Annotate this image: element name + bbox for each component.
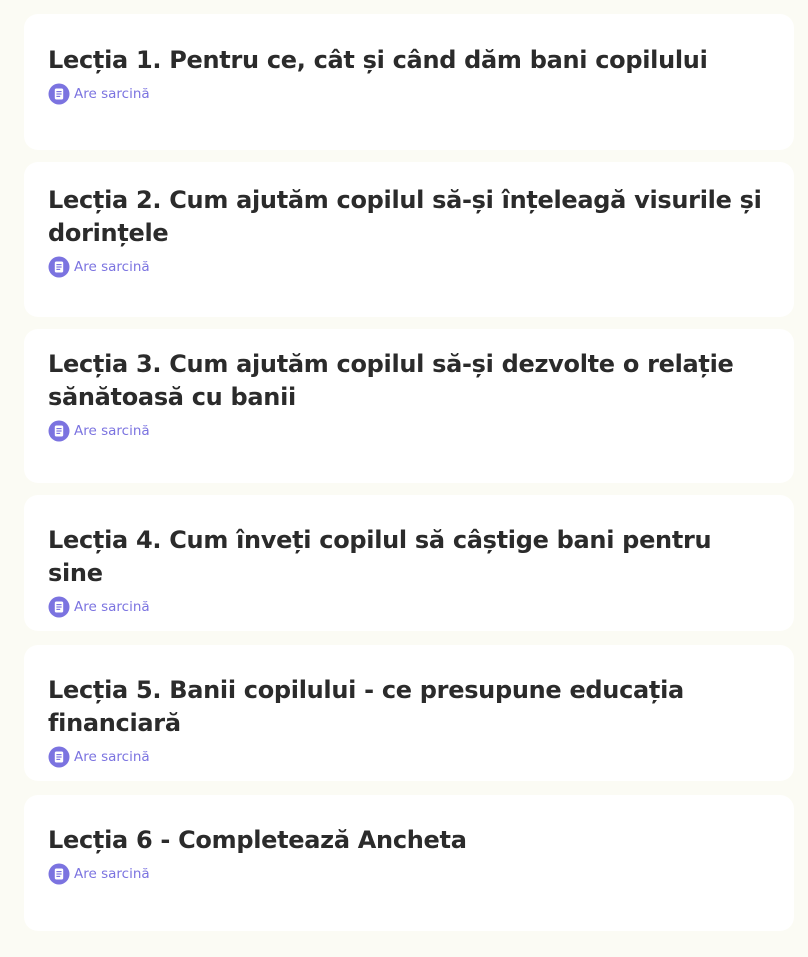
lesson-title[interactable]: Lecția 6 - Completează Ancheta [48, 826, 467, 854]
lesson-card-5[interactable] [24, 645, 794, 781]
lesson-card-6[interactable] [24, 795, 794, 931]
lesson-title[interactable]: Lecția 4. Cum înveți copilul să câștige bani pentru sine [48, 526, 712, 587]
lesson-card-3[interactable] [24, 329, 794, 483]
task-label: Are sarcină [74, 423, 150, 439]
lesson-title[interactable]: Lecția 1. Pentru ce, cât și când dăm bani copilului [48, 46, 708, 74]
task-label: Are sarcină [74, 749, 150, 765]
lesson-card-2[interactable] [24, 162, 794, 317]
lesson-title[interactable]: Lecția 5. Banii copilului - ce presupune educația financiară [48, 676, 684, 737]
task-indicator [48, 420, 770, 442]
document-icon [48, 746, 70, 768]
document-icon [48, 256, 70, 278]
task-indicator [48, 596, 770, 618]
task-label: Are sarcină [74, 259, 150, 275]
lesson-card-4[interactable] [24, 495, 794, 631]
task-indicator [48, 863, 770, 885]
task-indicator [48, 746, 770, 768]
document-icon [48, 420, 70, 442]
task-indicator [48, 83, 770, 105]
lesson-title[interactable]: Lecția 2. Cum ajutăm copilul să-și înțeleagă visurile și dorințele [48, 186, 762, 247]
lesson-title[interactable]: Lecția 3. Cum ajutăm copilul să-și dezvolte o relație sănătoasă cu banii [48, 350, 734, 411]
task-indicator [48, 256, 770, 278]
task-label: Are sarcină [74, 599, 150, 615]
task-label: Are sarcină [74, 86, 150, 102]
document-icon [48, 863, 70, 885]
lesson-card-1[interactable] [24, 14, 794, 150]
task-label: Are sarcină [74, 866, 150, 882]
document-icon [48, 596, 70, 618]
document-icon [48, 83, 70, 105]
